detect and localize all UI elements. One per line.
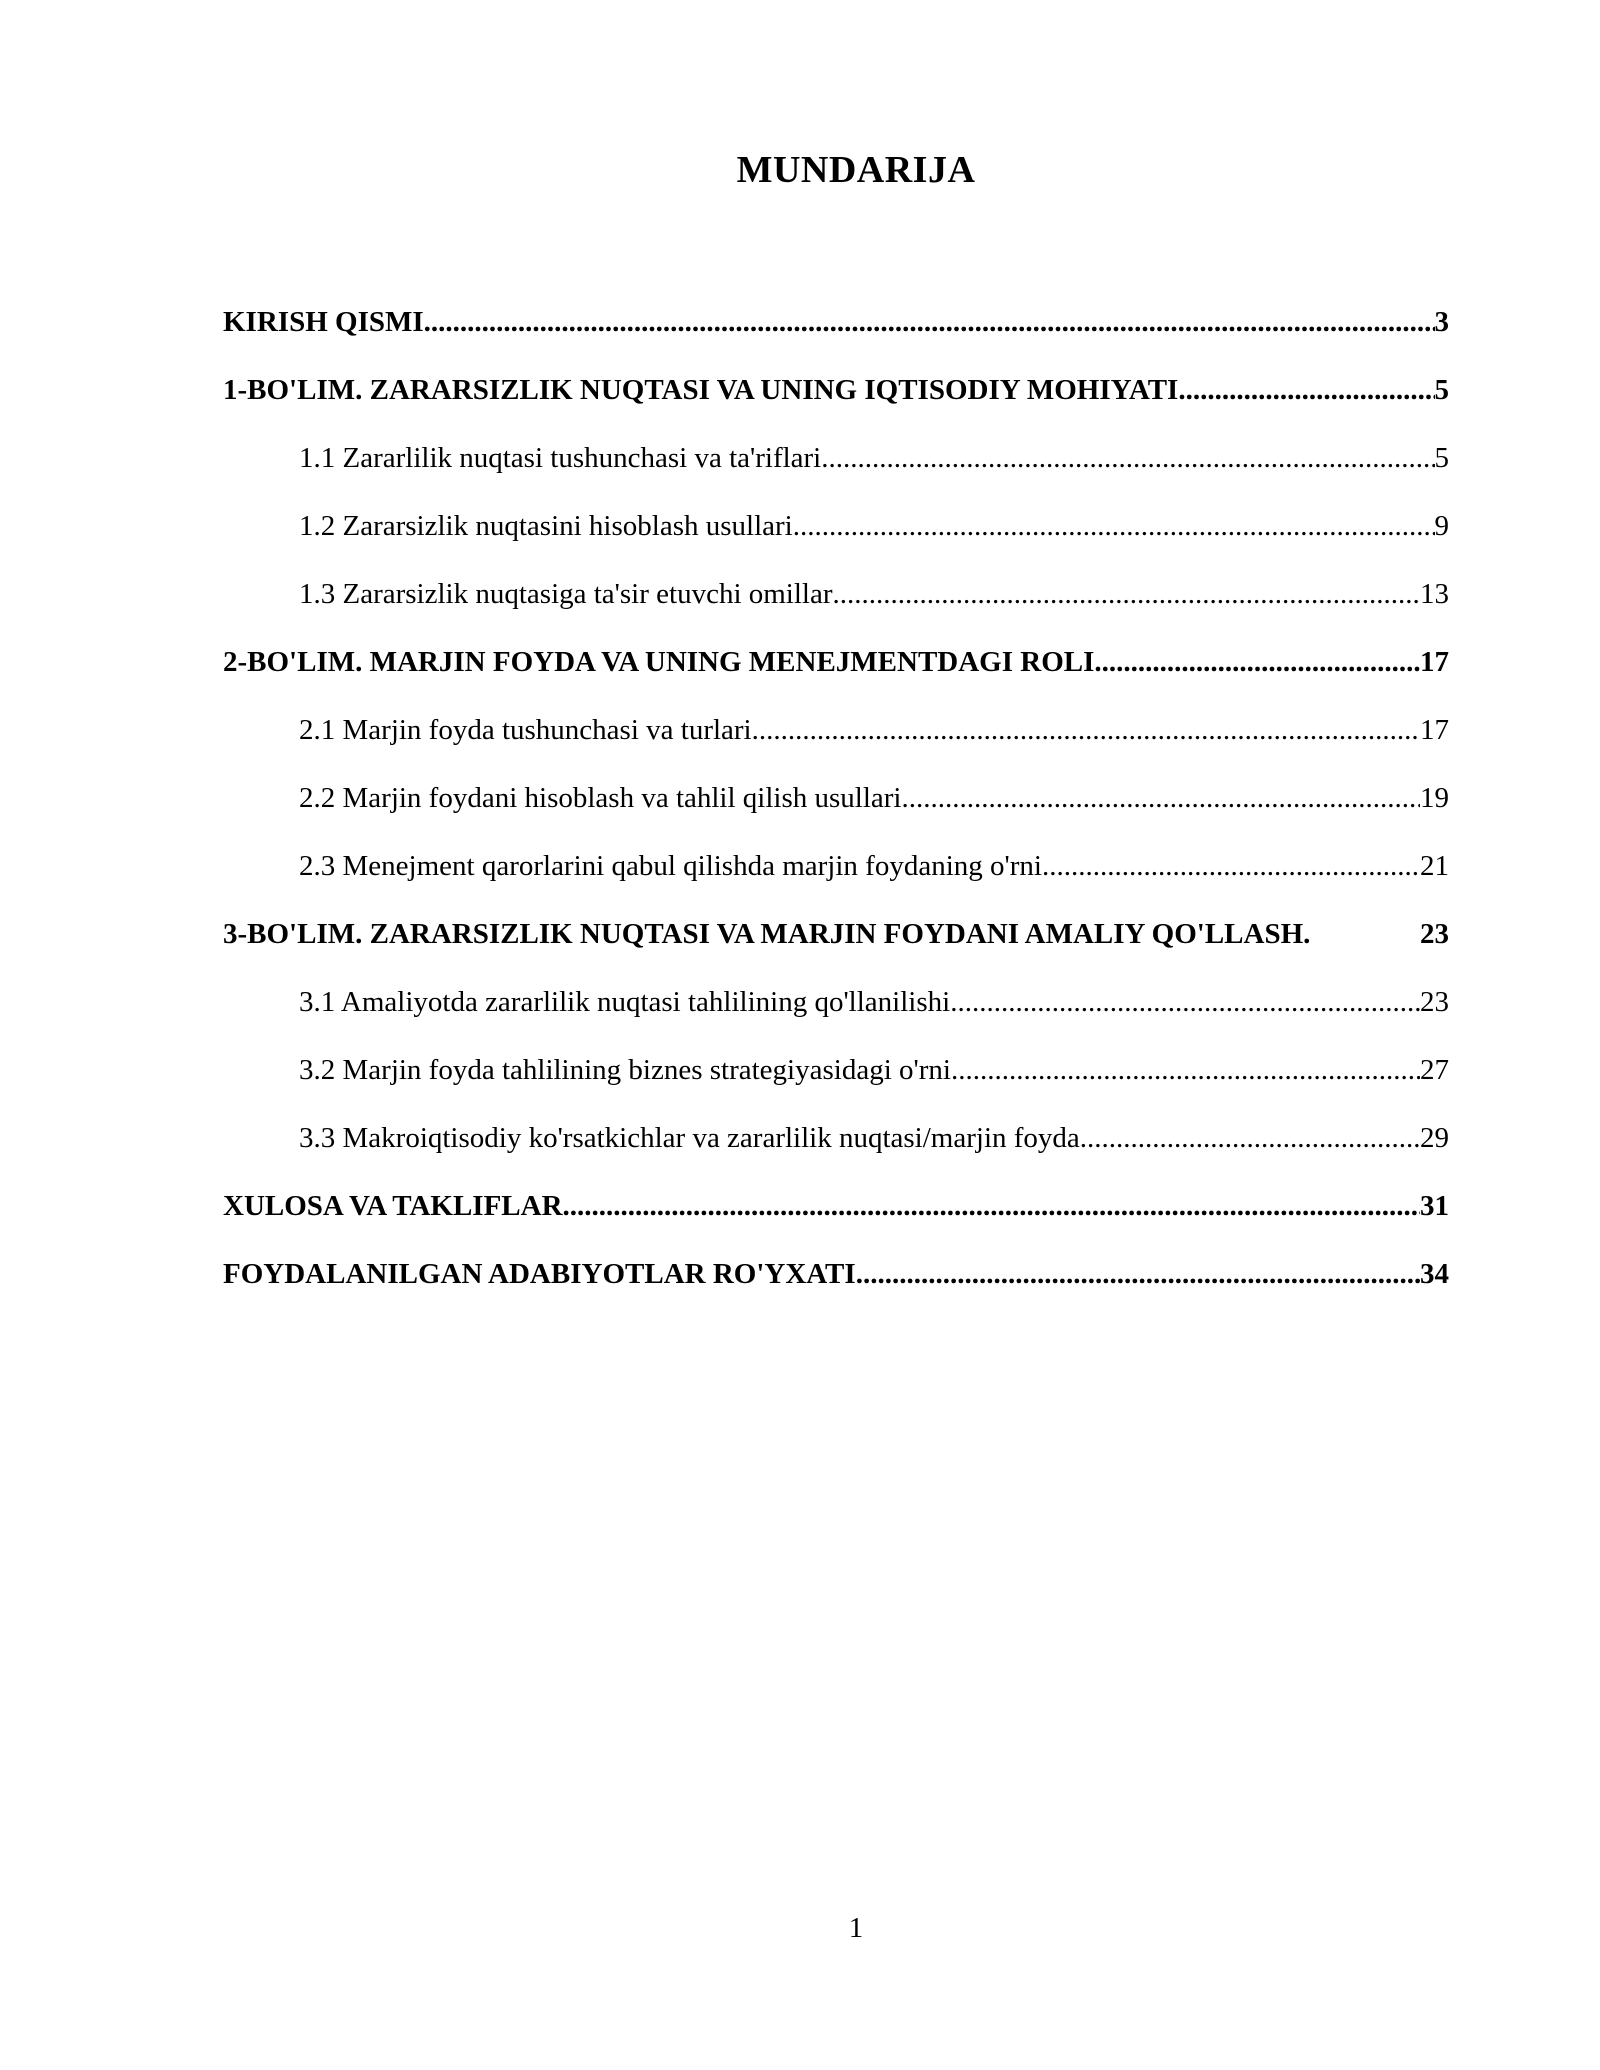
toc-page-number: 19 [1420,782,1449,814]
toc-entry-section-3-3[interactable] [223,1104,1449,1172]
toc-dot-leader [902,764,1421,832]
toc-entry-title: 2.1 Marjin foyda tushunchasi va turlari [299,714,752,746]
toc-entry-section-2-3[interactable] [223,832,1449,900]
toc-entry-title: 1.2 Zararsizlik nuqtasini hisoblash usullari [299,510,793,542]
toc-page-number: 17 [1420,646,1449,678]
toc-entry-section-1-3[interactable] [223,560,1449,628]
toc-dot-leader [1094,628,1420,696]
toc-page-number: 5 [1434,374,1449,406]
toc-page-number: 29 [1420,1122,1449,1154]
toc-entry-title: FOYDALANILGAN ADABIYOTLAR RO'YXATI [223,1258,856,1290]
toc-entry-adabiyotlar[interactable] [223,1240,1449,1308]
toc-dot-leader [951,1036,1420,1104]
toc-entry-title: 1.3 Zararsizlik nuqtasiga ta'sir etuvchi omillar [299,578,833,610]
toc-dot-leader [1178,356,1434,424]
toc-page-number: 27 [1420,1054,1449,1086]
toc-page-number: 13 [1420,578,1449,610]
toc-dot-leader [833,560,1420,628]
toc-dot-leader [563,1172,1420,1240]
toc-entry-title: 2.3 Menejment qarorlarini qabul qilishda marjin foydaning o'rni [299,850,1042,882]
toc-page-number: 17 [1420,714,1449,746]
toc-entry-title: 3-BO'LIM. ZARARSIZLIK NUQTASI VA MARJIN FOYDANI AMALIY QO'LLASH. [223,918,1311,950]
toc-entry-title: 2.2 Marjin foydani hisoblash va tahlil qilish usullari [299,782,902,814]
toc-entry-chapter-3[interactable] [223,900,1449,968]
toc-dot-leader [752,696,1420,764]
toc-entry-title: XULOSA VA TAKLIFLAR [223,1190,563,1222]
toc-dot-leader [1080,1104,1420,1172]
toc-entry-section-2-2[interactable] [223,764,1449,832]
toc-entry-title: 3.1 Amaliyotda zararlilik nuqtasi tahlilining qo'llanilishi [299,986,951,1018]
toc-entry-section-1-2[interactable] [223,492,1449,560]
toc-dot-leader [793,492,1435,560]
toc-entry-section-3-2[interactable] [223,1036,1449,1104]
toc-entry-title: 3.2 Marjin foyda tahlilining biznes strategiyasidagi o'rni [299,1054,951,1086]
toc-entry-chapter-1[interactable] [223,356,1449,424]
toc-entry-section-2-1[interactable] [223,696,1449,764]
toc-entry-title: 1-BO'LIM. ZARARSIZLIK NUQTASI VA UNING IQTISODIY MOHIYATI [223,374,1179,406]
toc-entry-section-3-1[interactable] [223,968,1449,1036]
toc-page-number: 5 [1434,442,1449,474]
toc-page-number: 3 [1434,306,1449,338]
toc-entry-title: 2-BO'LIM. MARJIN FOYDA VA UNING MENEJMENTDAGI ROLI [223,646,1095,678]
page-number: 1 [848,1912,864,1944]
toc-page-number: 31 [1420,1190,1449,1222]
toc-entry-xulosa[interactable] [223,1172,1449,1240]
toc-page-number: 23 [1420,918,1449,950]
toc-dot-leader [821,424,1434,492]
toc-page-number: 34 [1420,1258,1449,1290]
toc-dot-leader [1042,832,1420,900]
toc-entry-title: KIRISH QISMI [223,306,424,338]
toc-dot-leader [950,968,1420,1036]
toc-dot-leader [856,1240,1420,1308]
toc-page-number: 23 [1420,986,1449,1018]
toc-entry-title: 1.1 Zararlilik nuqtasi tushunchasi va ta'riflari [299,442,822,474]
toc-dot-leader [424,288,1435,356]
page-title: MUNDARIJA [736,149,976,191]
table-of-contents [223,288,1449,1308]
toc-page-number: 21 [1420,850,1449,882]
toc-page-number: 9 [1434,510,1449,542]
toc-entry-kirish[interactable] [223,288,1449,356]
toc-entry-title: 3.3 Makroiqtisodiy ko'rsatkichlar va zararlilik nuqtasi/marjin foyda [299,1122,1080,1154]
toc-entry-chapter-2[interactable] [223,628,1449,696]
toc-entry-section-1-1[interactable] [223,424,1449,492]
